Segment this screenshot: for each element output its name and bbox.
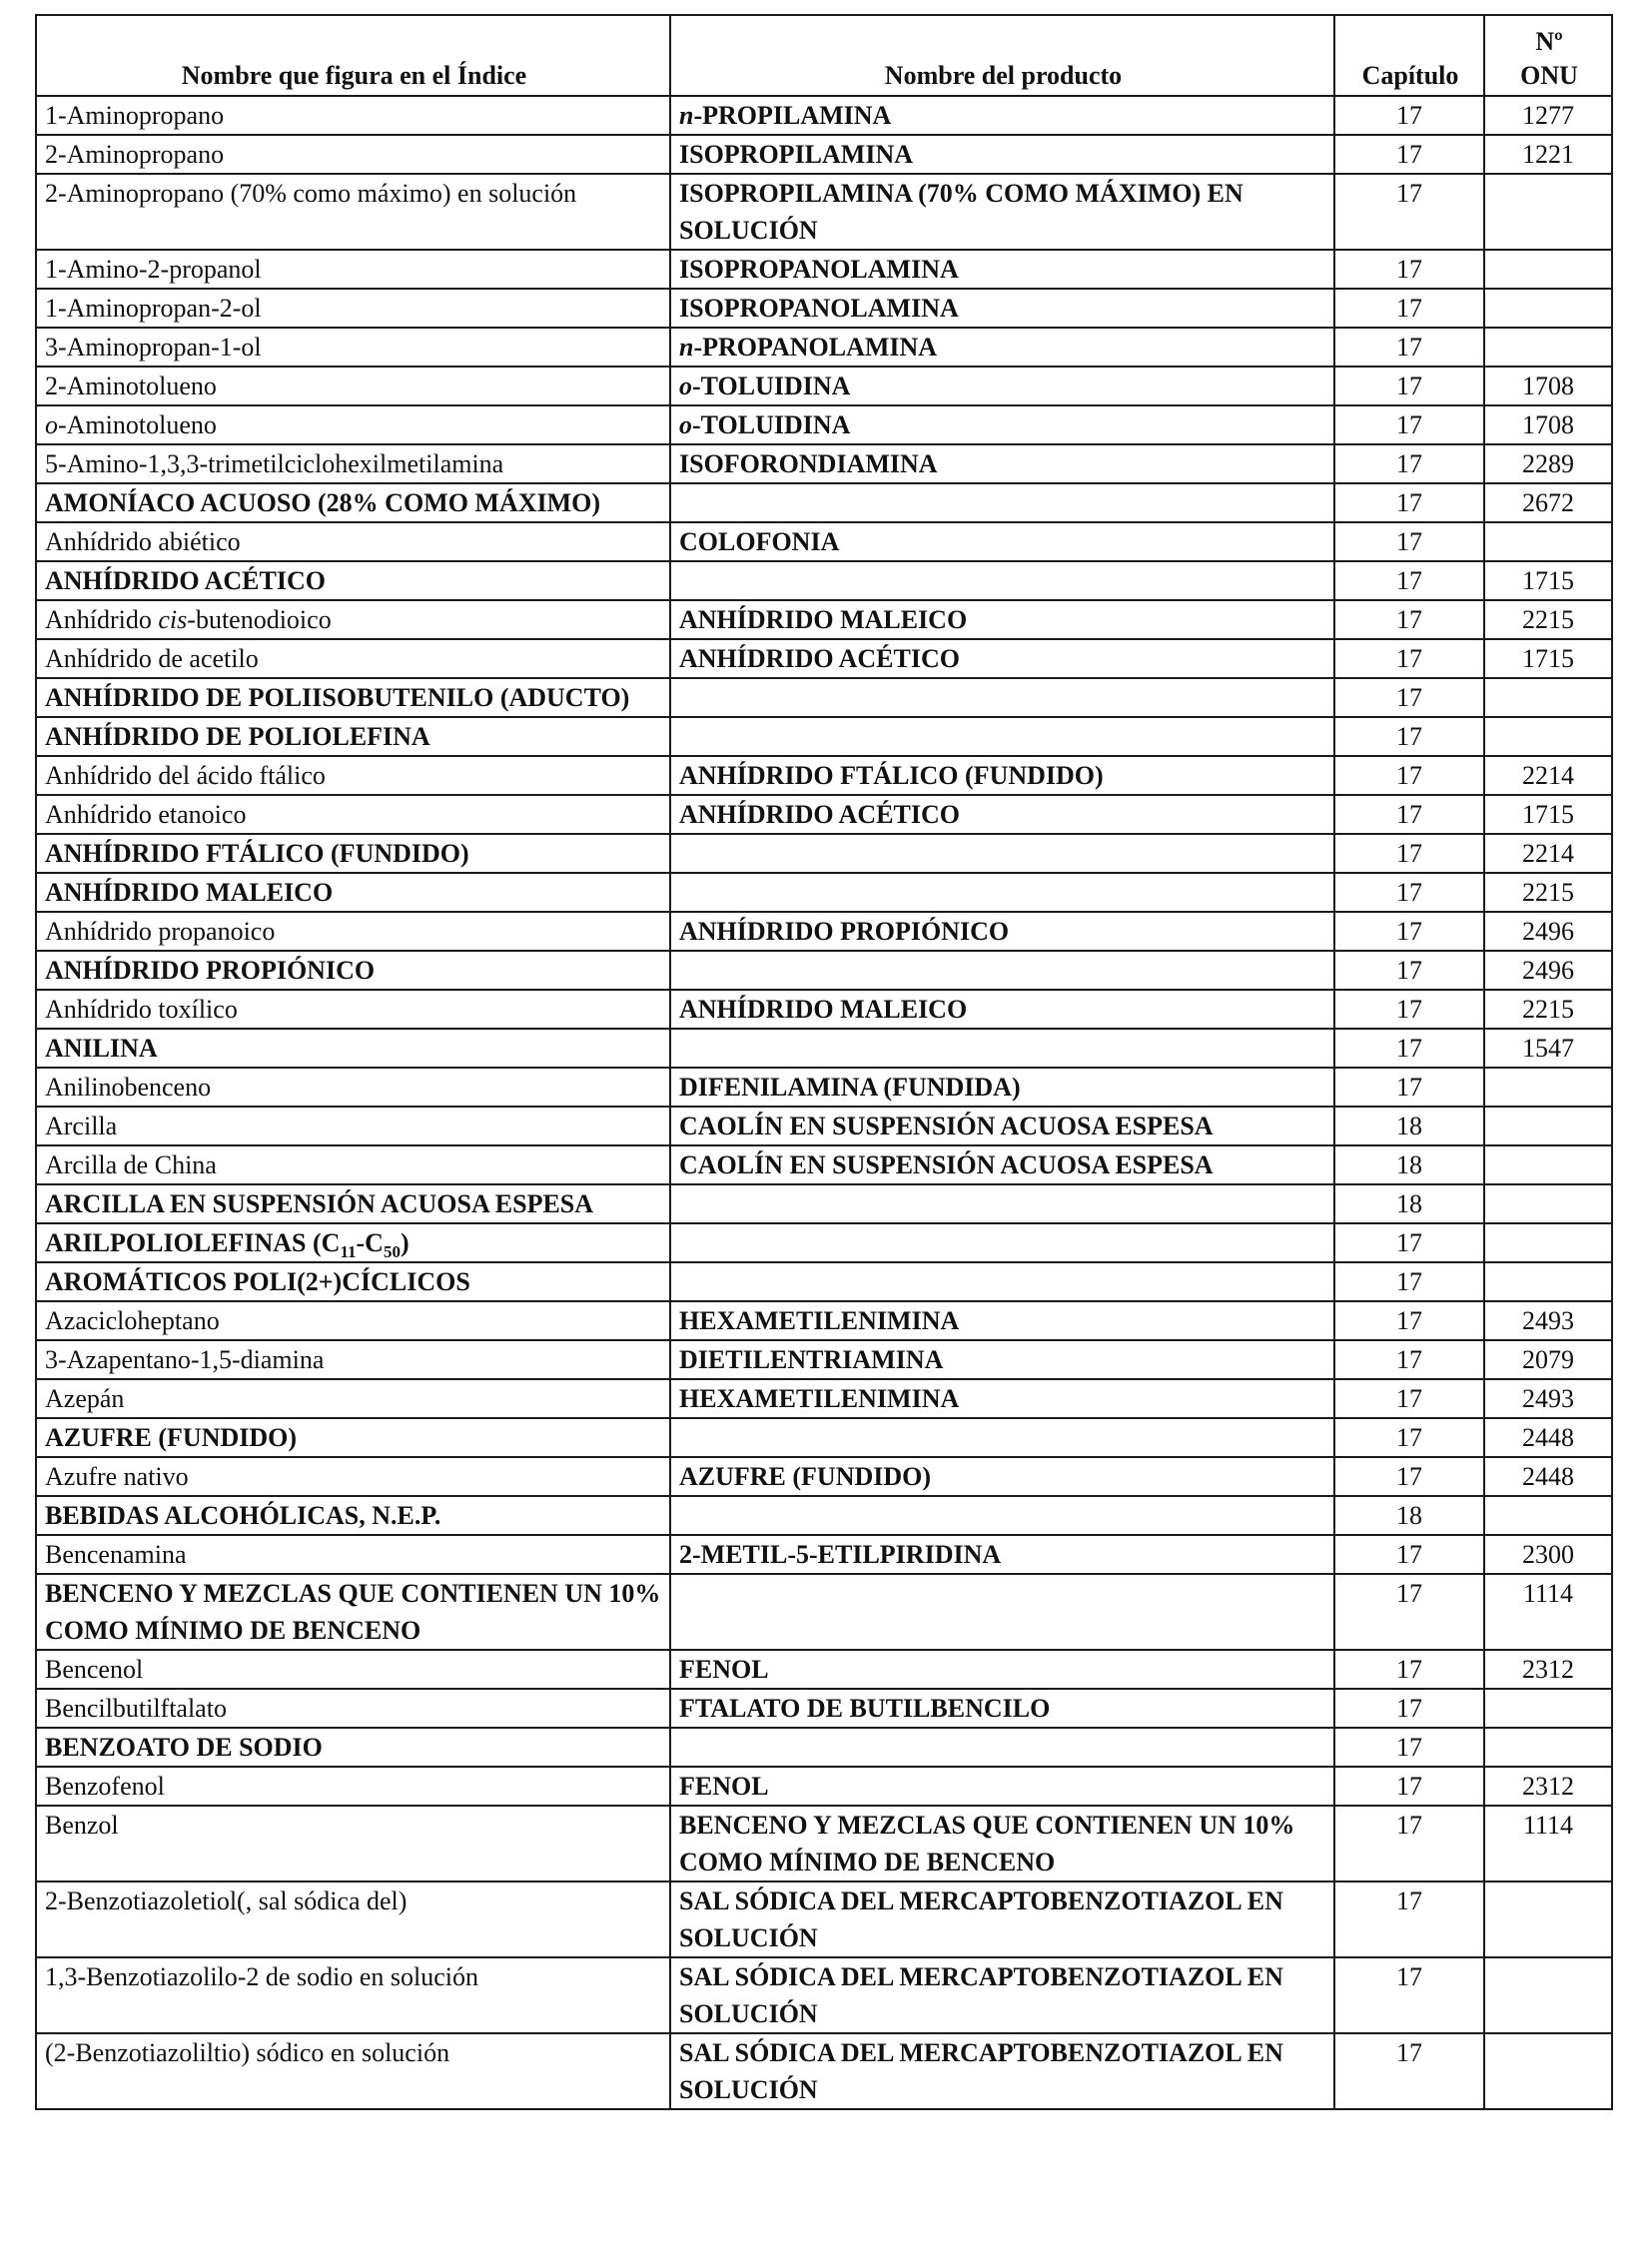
table-row [36, 1535, 1612, 1574]
index-name-cell: Anhídrido cis-butenodioico [36, 600, 670, 639]
product-name-cell: FENOL [670, 1767, 1334, 1806]
chapter-cell: 17 [1334, 1068, 1484, 1107]
product-name-cell [670, 483, 1334, 522]
product-name-cell: BENCENO Y MEZCLAS QUE CONTIENEN UN 10% COMO MÍNIMO DE BENCENO [670, 1806, 1334, 1881]
index-name-cell: 2-Aminopropano (70% como máximo) en solución [36, 174, 670, 250]
product-name-cell: SAL SÓDICA DEL MERCAPTOBENZOTIAZOL EN SOLUCIÓN [670, 1881, 1334, 1957]
product-name-cell: FENOL [670, 1650, 1334, 1689]
un-number-cell: 1114 [1484, 1806, 1612, 1881]
product-name-cell: ISOFORONDIAMINA [670, 444, 1334, 483]
un-number-cell [1484, 1881, 1612, 1957]
product-name-cell: ISOPROPANOLAMINA [670, 289, 1334, 328]
index-name-cell: Azepán [36, 1379, 670, 1418]
header-product-name: Nombre del producto [670, 15, 1334, 96]
table-row [36, 483, 1612, 522]
table-row [36, 1418, 1612, 1457]
table-row [36, 1957, 1612, 2033]
index-name-cell: 1,3-Benzotiazolilo-2 de sodio en solución [36, 1957, 670, 2033]
index-name-cell: Arcilla [36, 1107, 670, 1145]
chapter-cell: 17 [1334, 1728, 1484, 1767]
index-name-cell: ANHÍDRIDO FTÁLICO (FUNDIDO) [36, 834, 670, 873]
table-row [36, 328, 1612, 367]
un-number-cell: 2215 [1484, 990, 1612, 1029]
chapter-cell: 17 [1334, 367, 1484, 405]
table-row [36, 1107, 1612, 1145]
product-name-cell: ISOPROPILAMINA (70% COMO MÁXIMO) EN SOLUCIÓN [670, 174, 1334, 250]
product-name-cell [670, 834, 1334, 873]
chapter-cell: 17 [1334, 174, 1484, 250]
product-name-cell [670, 1574, 1334, 1650]
chapter-cell: 17 [1334, 1806, 1484, 1881]
product-name-cell: AZUFRE (FUNDIDO) [670, 1457, 1334, 1496]
product-name-cell [670, 678, 1334, 717]
table-row [36, 1223, 1612, 1262]
table-row [36, 522, 1612, 561]
un-number-cell: 1277 [1484, 96, 1612, 135]
table-row [36, 678, 1612, 717]
un-number-cell [1484, 1223, 1612, 1262]
un-number-cell: 1715 [1484, 795, 1612, 834]
index-name-cell: ANHÍDRIDO MALEICO [36, 873, 670, 912]
chapter-cell: 17 [1334, 2033, 1484, 2109]
index-name-cell: (2-Benzotiazoliltio) sódico en solución [36, 2033, 670, 2109]
chapter-cell: 17 [1334, 289, 1484, 328]
product-name-cell: ANHÍDRIDO ACÉTICO [670, 795, 1334, 834]
chapter-cell: 17 [1334, 717, 1484, 756]
chapter-cell: 17 [1334, 405, 1484, 444]
chapter-cell: 17 [1334, 1262, 1484, 1301]
un-number-cell: 1708 [1484, 367, 1612, 405]
chapter-cell: 17 [1334, 522, 1484, 561]
un-number-cell [1484, 328, 1612, 367]
chapter-cell: 17 [1334, 990, 1484, 1029]
index-name-cell: AROMÁTICOS POLI(2+)CÍCLICOS [36, 1262, 670, 1301]
index-name-cell: Anhídrido del ácido ftálico [36, 756, 670, 795]
un-number-cell [1484, 289, 1612, 328]
product-name-cell: CAOLÍN EN SUSPENSIÓN ACUOSA ESPESA [670, 1145, 1334, 1184]
table-row [36, 912, 1612, 951]
product-name-cell [670, 717, 1334, 756]
table-row [36, 289, 1612, 328]
product-name-cell: FTALATO DE BUTILBENCILO [670, 1689, 1334, 1728]
product-name-cell: ANHÍDRIDO MALEICO [670, 990, 1334, 1029]
table-row [36, 600, 1612, 639]
product-name-cell: ANHÍDRIDO FTÁLICO (FUNDIDO) [670, 756, 1334, 795]
table-row [36, 1767, 1612, 1806]
index-name-cell: 1-Aminopropano [36, 96, 670, 135]
un-number-cell: 2496 [1484, 951, 1612, 990]
index-name-cell: ARILPOLIOLEFINAS $(C_{11}-C_{50})$ [36, 1223, 670, 1262]
un-number-cell: 2079 [1484, 1340, 1612, 1379]
chapter-cell: 18 [1334, 1107, 1484, 1145]
un-number-cell: 2289 [1484, 444, 1612, 483]
product-name-cell [670, 951, 1334, 990]
un-number-cell: 2312 [1484, 1767, 1612, 1806]
index-name-cell: BENZOATO DE SODIO [36, 1728, 670, 1767]
un-number-cell [1484, 522, 1612, 561]
table-row [36, 1262, 1612, 1301]
chapter-cell: 17 [1334, 1767, 1484, 1806]
un-number-cell [1484, 717, 1612, 756]
index-name-cell: Anhídrido propanoico [36, 912, 670, 951]
product-name-cell: COLOFONIA [670, 522, 1334, 561]
table-row [36, 834, 1612, 873]
un-number-cell [1484, 1184, 1612, 1223]
un-number-cell: 1715 [1484, 561, 1612, 600]
chapter-cell: 17 [1334, 678, 1484, 717]
un-number-cell: 1221 [1484, 135, 1612, 174]
chapter-cell: 17 [1334, 756, 1484, 795]
index-name-cell: Azacicloheptano [36, 1301, 670, 1340]
index-name-cell: Bencilbutilftalato [36, 1689, 670, 1728]
chapter-cell: 17 [1334, 250, 1484, 289]
chapter-cell: 17 [1334, 1301, 1484, 1340]
un-number-cell: 2448 [1484, 1457, 1612, 1496]
un-number-cell: 2300 [1484, 1535, 1612, 1574]
index-name-cell: 2-Aminopropano [36, 135, 670, 174]
index-name-cell: ANILINA [36, 1029, 670, 1068]
index-name-cell: AMONÍACO ACUOSO (28% COMO MÁXIMO) [36, 483, 670, 522]
product-name-cell [670, 1728, 1334, 1767]
table-row [36, 96, 1612, 135]
index-name-cell: Anilinobenceno [36, 1068, 670, 1107]
product-name-cell: CAOLÍN EN SUSPENSIÓN ACUOSA ESPESA [670, 1107, 1334, 1145]
product-name-cell [670, 873, 1334, 912]
product-name-cell: ISOPROPILAMINA [670, 135, 1334, 174]
chapter-cell: 17 [1334, 834, 1484, 873]
un-number-cell: 2496 [1484, 912, 1612, 951]
un-number-cell: 1114 [1484, 1574, 1612, 1650]
index-name-cell: ANHÍDRIDO DE POLIOLEFINA [36, 717, 670, 756]
index-name-cell: ANHÍDRIDO PROPIÓNICO [36, 951, 670, 990]
chapter-cell: 17 [1334, 1650, 1484, 1689]
index-name-cell: Anhídrido toxílico [36, 990, 670, 1029]
un-number-cell: 1708 [1484, 405, 1612, 444]
product-name-cell: SAL SÓDICA DEL MERCAPTOBENZOTIAZOL EN SOLUCIÓN [670, 2033, 1334, 2109]
un-number-cell: 1547 [1484, 1029, 1612, 1068]
table-row [36, 1496, 1612, 1535]
chemical-index-table [35, 14, 1613, 2110]
chapter-cell: 18 [1334, 1496, 1484, 1535]
table-row [36, 174, 1612, 250]
table-row [36, 1806, 1612, 1881]
product-name-cell: ANHÍDRIDO PROPIÓNICO [670, 912, 1334, 951]
index-name-cell: Benzol [36, 1806, 670, 1881]
un-number-cell [1484, 1496, 1612, 1535]
table-row [36, 990, 1612, 1029]
header-un-number: Nº ONU [1484, 15, 1612, 96]
product-name-cell [670, 1496, 1334, 1535]
product-name-cell: DIFENILAMINA (FUNDIDA) [670, 1068, 1334, 1107]
index-name-cell: Bencenamina [36, 1535, 670, 1574]
chapter-cell: 17 [1334, 328, 1484, 367]
chapter-cell: 17 [1334, 1379, 1484, 1418]
index-name-cell: 2-Benzotiazoletiol(, sal sódica del) [36, 1881, 670, 1957]
product-name-cell: DIETILENTRIAMINA [670, 1340, 1334, 1379]
product-name-cell: 2-METIL-5-ETILPIRIDINA [670, 1535, 1334, 1574]
chapter-cell: 17 [1334, 1340, 1484, 1379]
chapter-cell: 17 [1334, 1957, 1484, 2033]
table-row [36, 873, 1612, 912]
table-row [36, 1689, 1612, 1728]
chapter-cell: 17 [1334, 600, 1484, 639]
un-number-cell [1484, 250, 1612, 289]
header-row [36, 15, 1612, 96]
index-name-cell: o-Aminotolueno [36, 405, 670, 444]
un-number-cell [1484, 1728, 1612, 1767]
chapter-cell: 18 [1334, 1145, 1484, 1184]
un-number-cell [1484, 1262, 1612, 1301]
chapter-cell: 17 [1334, 444, 1484, 483]
table-row [36, 1574, 1612, 1650]
index-name-cell: Anhídrido etanoico [36, 795, 670, 834]
document-page [35, 14, 1611, 2110]
index-name-cell: ANHÍDRIDO ACÉTICO [36, 561, 670, 600]
product-name-cell [670, 1184, 1334, 1223]
index-name-cell: 5-Amino-1,3,3-trimetilciclohexilmetilamina [36, 444, 670, 483]
chapter-cell: 18 [1334, 1184, 1484, 1223]
index-name-cell: Anhídrido de acetilo [36, 639, 670, 678]
chapter-cell: 17 [1334, 951, 1484, 990]
index-name-cell: BEBIDAS ALCOHÓLICAS, N.E.P. [36, 1496, 670, 1535]
table-row [36, 1068, 1612, 1107]
chapter-cell: 17 [1334, 1535, 1484, 1574]
product-name-cell [670, 1418, 1334, 1457]
index-name-cell: ARCILLA EN SUSPENSIÓN ACUOSA ESPESA [36, 1184, 670, 1223]
product-name-cell: o-TOLUIDINA [670, 405, 1334, 444]
table-row [36, 1457, 1612, 1496]
product-name-cell: ANHÍDRIDO ACÉTICO [670, 639, 1334, 678]
un-number-cell [1484, 1145, 1612, 1184]
chapter-cell: 17 [1334, 1029, 1484, 1068]
chapter-cell: 17 [1334, 1881, 1484, 1957]
un-number-cell [1484, 1689, 1612, 1728]
chapter-cell: 17 [1334, 135, 1484, 174]
index-name-cell: 1-Aminopropan-2-ol [36, 289, 670, 328]
chapter-cell: 17 [1334, 483, 1484, 522]
product-name-cell: n-PROPILAMINA [670, 96, 1334, 135]
table-row [36, 951, 1612, 990]
un-number-cell: 2493 [1484, 1379, 1612, 1418]
chapter-cell: 17 [1334, 561, 1484, 600]
chapter-cell: 17 [1334, 912, 1484, 951]
table-row [36, 717, 1612, 756]
table-row [36, 795, 1612, 834]
header-index-name: Nombre que figura en el Índice [36, 15, 670, 96]
product-name-cell [670, 561, 1334, 600]
un-number-cell [1484, 1107, 1612, 1145]
table-row [36, 135, 1612, 174]
index-name-cell: Arcilla de China [36, 1145, 670, 1184]
index-name-cell: Azufre nativo [36, 1457, 670, 1496]
chapter-cell: 17 [1334, 1689, 1484, 1728]
un-number-cell: 2312 [1484, 1650, 1612, 1689]
index-name-cell: AZUFRE (FUNDIDO) [36, 1418, 670, 1457]
un-number-cell: 1715 [1484, 639, 1612, 678]
chapter-cell: 17 [1334, 1457, 1484, 1496]
table-row [36, 561, 1612, 600]
index-name-cell: ANHÍDRIDO DE POLIISOBUTENILO (ADUCTO) [36, 678, 670, 717]
index-name-cell: 3-Azapentano-1,5-diamina [36, 1340, 670, 1379]
un-number-cell [1484, 678, 1612, 717]
table-row [36, 1145, 1612, 1184]
index-name-cell: Anhídrido abiético [36, 522, 670, 561]
index-name-cell: Bencenol [36, 1650, 670, 1689]
chapter-cell: 17 [1334, 873, 1484, 912]
un-number-cell [1484, 2033, 1612, 2109]
product-name-cell: HEXAMETILENIMINA [670, 1379, 1334, 1418]
index-name-cell: 1-Amino-2-propanol [36, 250, 670, 289]
un-number-cell: 2214 [1484, 756, 1612, 795]
index-name-cell: Benzofenol [36, 1767, 670, 1806]
product-name-cell: ANHÍDRIDO MALEICO [670, 600, 1334, 639]
product-name-cell [670, 1029, 1334, 1068]
header-chapter: Capítulo [1334, 15, 1484, 96]
table-row [36, 1650, 1612, 1689]
index-name-cell: 2-Aminotolueno [36, 367, 670, 405]
product-name-cell [670, 1262, 1334, 1301]
product-name-cell: ISOPROPANOLAMINA [670, 250, 1334, 289]
un-number-cell: 2672 [1484, 483, 1612, 522]
product-name-cell: o-TOLUIDINA [670, 367, 1334, 405]
table-row [36, 2033, 1612, 2109]
table-row [36, 756, 1612, 795]
table-row [36, 1379, 1612, 1418]
table-row [36, 367, 1612, 405]
index-name-cell: BENCENO Y MEZCLAS QUE CONTIENEN UN 10% COMO MÍNIMO DE BENCENO [36, 1574, 670, 1650]
table-row [36, 1881, 1612, 1957]
product-name-cell: HEXAMETILENIMINA [670, 1301, 1334, 1340]
table-row [36, 405, 1612, 444]
product-name-cell: SAL SÓDICA DEL MERCAPTOBENZOTIAZOL EN SOLUCIÓN [670, 1957, 1334, 2033]
table-row [36, 639, 1612, 678]
chapter-cell: 17 [1334, 96, 1484, 135]
un-number-cell: 2215 [1484, 873, 1612, 912]
table-row [36, 250, 1612, 289]
table-row [36, 1301, 1612, 1340]
chapter-cell: 17 [1334, 795, 1484, 834]
chapter-cell: 17 [1334, 1418, 1484, 1457]
un-number-cell: 2448 [1484, 1418, 1612, 1457]
un-number-cell [1484, 174, 1612, 250]
table-row [36, 1728, 1612, 1767]
table-row [36, 1340, 1612, 1379]
un-number-cell [1484, 1068, 1612, 1107]
un-number-cell [1484, 1957, 1612, 2033]
table-row [36, 1029, 1612, 1068]
chapter-cell: 17 [1334, 1574, 1484, 1650]
un-number-cell: 2215 [1484, 600, 1612, 639]
table-row [36, 1184, 1612, 1223]
table-body [36, 96, 1612, 2109]
chapter-cell: 17 [1334, 1223, 1484, 1262]
product-name-cell [670, 1223, 1334, 1262]
chapter-cell: 17 [1334, 639, 1484, 678]
un-number-cell: 2214 [1484, 834, 1612, 873]
un-number-cell: 2493 [1484, 1301, 1612, 1340]
product-name-cell: n-PROPANOLAMINA [670, 328, 1334, 367]
index-name-cell: 3-Aminopropan-1-ol [36, 328, 670, 367]
table-row [36, 444, 1612, 483]
